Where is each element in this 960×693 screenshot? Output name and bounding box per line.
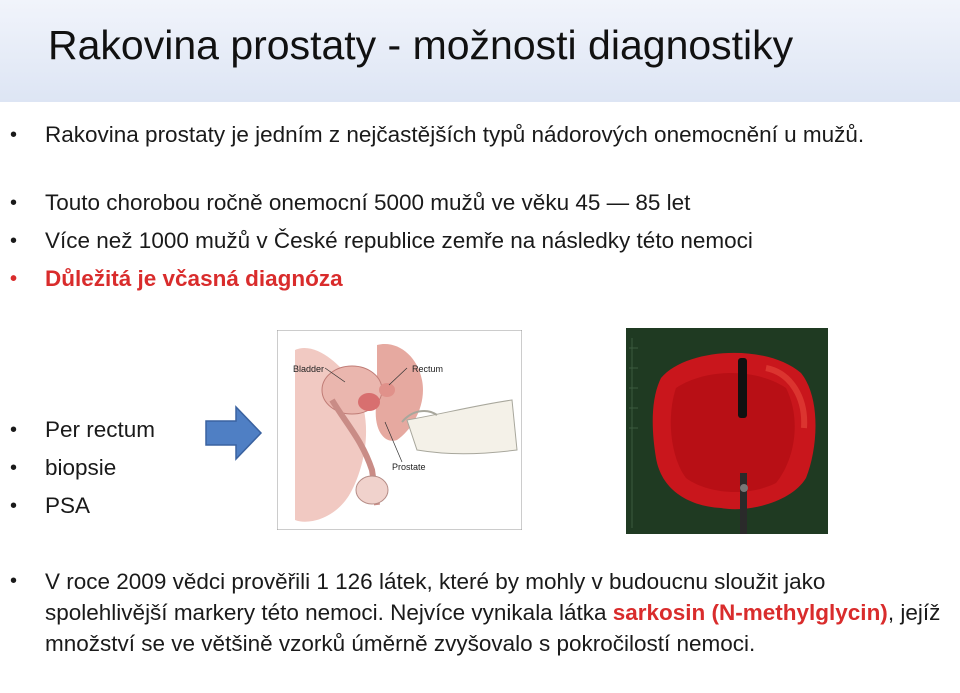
sarkosin-highlight: sarkosin (N-methylglycin) [612, 600, 888, 625]
bottom-paragraph [45, 566, 945, 659]
label-rectum: Rectum [412, 364, 444, 374]
bullet-item: • Touto chorobou ročně onemocní 5000 mužů ve věku 45 — 85 let [45, 188, 690, 218]
method-biopsie: • biopsie [45, 453, 116, 483]
label-prostate: Prostate [392, 462, 426, 472]
label-bladder: Bladder [293, 364, 325, 374]
slide-title: Rakovina prostaty - možnosti diagnostiky [48, 22, 794, 68]
prostate-specimen-photo [626, 328, 828, 534]
bottom-text-part2: , jejíž množství se ve většině vzorků úměrně zvyšovalo s pokročilostí nemoci. [45, 600, 941, 656]
anatomy-illustration [277, 330, 522, 530]
method-psa: • PSA [45, 491, 90, 521]
method-per-rectum: • Per rectum [45, 415, 155, 445]
bullet-item: • Více než 1000 mužů v České republice zemře na následky této nemoci [45, 226, 753, 256]
bottom-text-part1: V roce 2009 vědci prověřili 1 126 látek, které by mohly v budoucnu sloužit jako spolehlivější markery této nemoci. Nejvíce vynikala látka [45, 569, 826, 625]
arrow-right-icon [204, 404, 264, 462]
bullet-item: • Rakovina prostaty je jedním z nejčastějších typů nádorových onemocnění u mužů. [45, 120, 925, 150]
bullet-item-highlight: • Důležitá je včasná diagnóza [45, 264, 343, 294]
